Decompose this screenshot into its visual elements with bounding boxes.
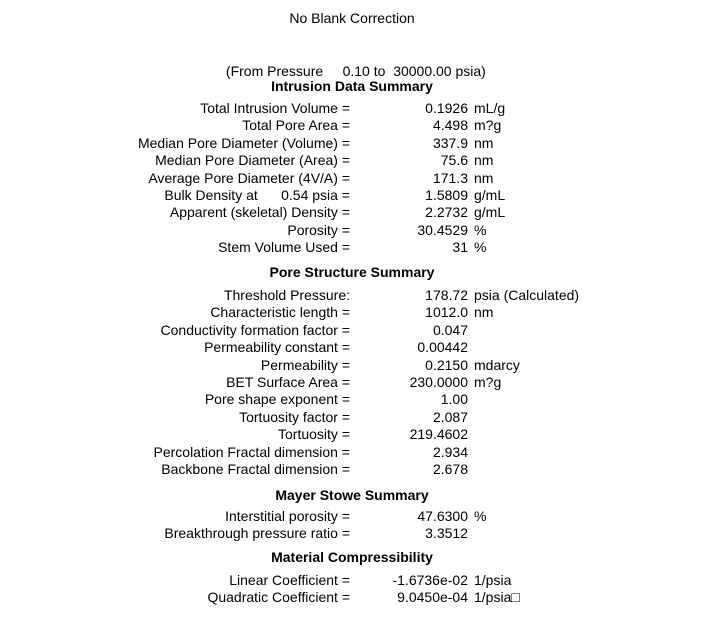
summary-row (0, 322, 704, 339)
row-value: 171.3 (432, 169, 468, 186)
summary-row (0, 508, 704, 525)
row-value: 0.2150 (425, 356, 468, 373)
row-value: 2.934 (432, 443, 468, 460)
section-heading: Intrusion Data Summary (271, 78, 433, 94)
row-value: 47.6300 (417, 508, 468, 524)
row-label: Bulk Density at 0.54 psia = (164, 187, 350, 203)
row-unit: psia (Calculated) (474, 287, 580, 303)
summary-row (0, 461, 704, 478)
row-label: Conductivity formation factor = (160, 321, 350, 338)
row-label: Stem Volume Used = (218, 239, 350, 256)
row-unit: g/mL (474, 204, 506, 221)
row-unit: mL/g (474, 100, 506, 116)
summary-row (0, 409, 704, 426)
summary-row (0, 374, 704, 391)
row-label: Median Pore Diameter (Area) = (155, 152, 350, 169)
summary-row (0, 170, 704, 187)
row-label: Quadratic Coefficient = (207, 589, 350, 606)
summary-row (0, 239, 704, 256)
row-unit: nm (474, 304, 494, 321)
row-value: -1.6736e-02 (392, 572, 468, 588)
row-label: Tortuosity = (278, 426, 350, 443)
row-value: 0.047 (432, 321, 468, 338)
row-label: Percolation Fractal dimension = (153, 443, 350, 460)
summary-row (0, 444, 704, 461)
summary-row (0, 357, 704, 374)
row-label: Backbone Fractal dimension = (161, 461, 350, 477)
row-value: 2.2732 (425, 204, 468, 221)
row-unit: nm (474, 134, 494, 151)
row-value: 30.4529 (417, 221, 468, 238)
row-value: 75.6 (440, 152, 468, 169)
summary-row (0, 304, 704, 321)
row-value: 1012.0 (425, 304, 468, 321)
row-unit: mdarcy (474, 356, 520, 373)
row-unit: nm (474, 152, 494, 169)
row-unit: % (474, 221, 487, 238)
row-label: Permeability = (260, 356, 350, 373)
row-label: Interstitial porosity = (225, 508, 350, 524)
summary-row (0, 391, 704, 408)
row-unit: 1/psia (474, 572, 512, 588)
summary-row (0, 152, 704, 169)
row-label: Total Intrusion Volume = (200, 100, 350, 116)
summary-row (0, 222, 704, 239)
row-label: Median Pore Diameter (Volume) = (137, 134, 350, 151)
row-value: 2.678 (432, 461, 468, 477)
row-value: 1.5809 (425, 187, 468, 203)
row-label: Breakthrough pressure ratio = (164, 525, 350, 542)
pressure-range-from: 0.10 (342, 63, 370, 79)
summary-row (0, 572, 704, 589)
section-heading: Pore Structure Summary (269, 264, 435, 280)
row-value: 0.1926 (425, 100, 468, 116)
pressure-range-unit: psia) (455, 63, 486, 79)
row-value: 9.0450e-04 (397, 589, 468, 606)
row-value: 31 (452, 239, 468, 256)
row-label: Characteristic length = (210, 304, 350, 321)
row-unit: 1/psia□ (474, 589, 520, 606)
row-unit: g/mL (474, 187, 506, 203)
row-value: 2.087 (432, 408, 468, 425)
row-value: 3.3512 (425, 525, 468, 542)
pressure-range (0, 46, 704, 80)
row-label: Pore shape exponent = (204, 391, 350, 408)
summary-row (0, 287, 704, 304)
row-unit: % (474, 508, 487, 524)
summary-row (0, 135, 704, 152)
row-unit: nm (474, 169, 494, 186)
row-label: Average Pore Diameter (4V/A) = (148, 169, 350, 186)
pressure-range-to-word: to (373, 63, 386, 79)
row-label: Linear Coefficient = (229, 572, 350, 588)
row-value: 4.498 (432, 117, 468, 134)
pressure-range-to: 30000.00 (393, 63, 452, 79)
summary-row (0, 589, 704, 606)
row-value: 178.72 (425, 287, 468, 303)
row-label: Threshold Pressure: (223, 287, 350, 303)
summary-row (0, 204, 704, 221)
row-label: Total Pore Area = (242, 117, 350, 134)
row-label: Tortuosity factor = (239, 408, 350, 425)
row-label: BET Surface Area = (226, 374, 350, 390)
pressure-range-prefix: (From Pressure (225, 63, 324, 79)
summary-row (0, 117, 704, 134)
summary-row (0, 426, 704, 443)
row-unit: % (474, 239, 487, 256)
row-unit: m?g (474, 117, 502, 134)
row-label: Permeability constant = (204, 339, 350, 356)
row-value: 337.9 (432, 134, 468, 151)
row-label: Porosity = (287, 221, 350, 238)
summary-row (0, 100, 704, 117)
summary-row (0, 339, 704, 356)
section-heading: Material Compressibility (271, 549, 433, 565)
summary-row (0, 187, 704, 204)
report-title: No Blank Correction (289, 10, 415, 26)
summary-row (0, 525, 704, 542)
row-label: Apparent (skeletal) Density = (169, 204, 350, 221)
row-value: 1.00 (440, 391, 468, 408)
row-value: 0.00442 (417, 339, 468, 356)
row-unit: m?g (474, 374, 502, 390)
section-heading: Mayer Stowe Summary (275, 487, 429, 503)
row-value: 219.4602 (409, 426, 468, 443)
row-value: 230.0000 (409, 374, 468, 390)
